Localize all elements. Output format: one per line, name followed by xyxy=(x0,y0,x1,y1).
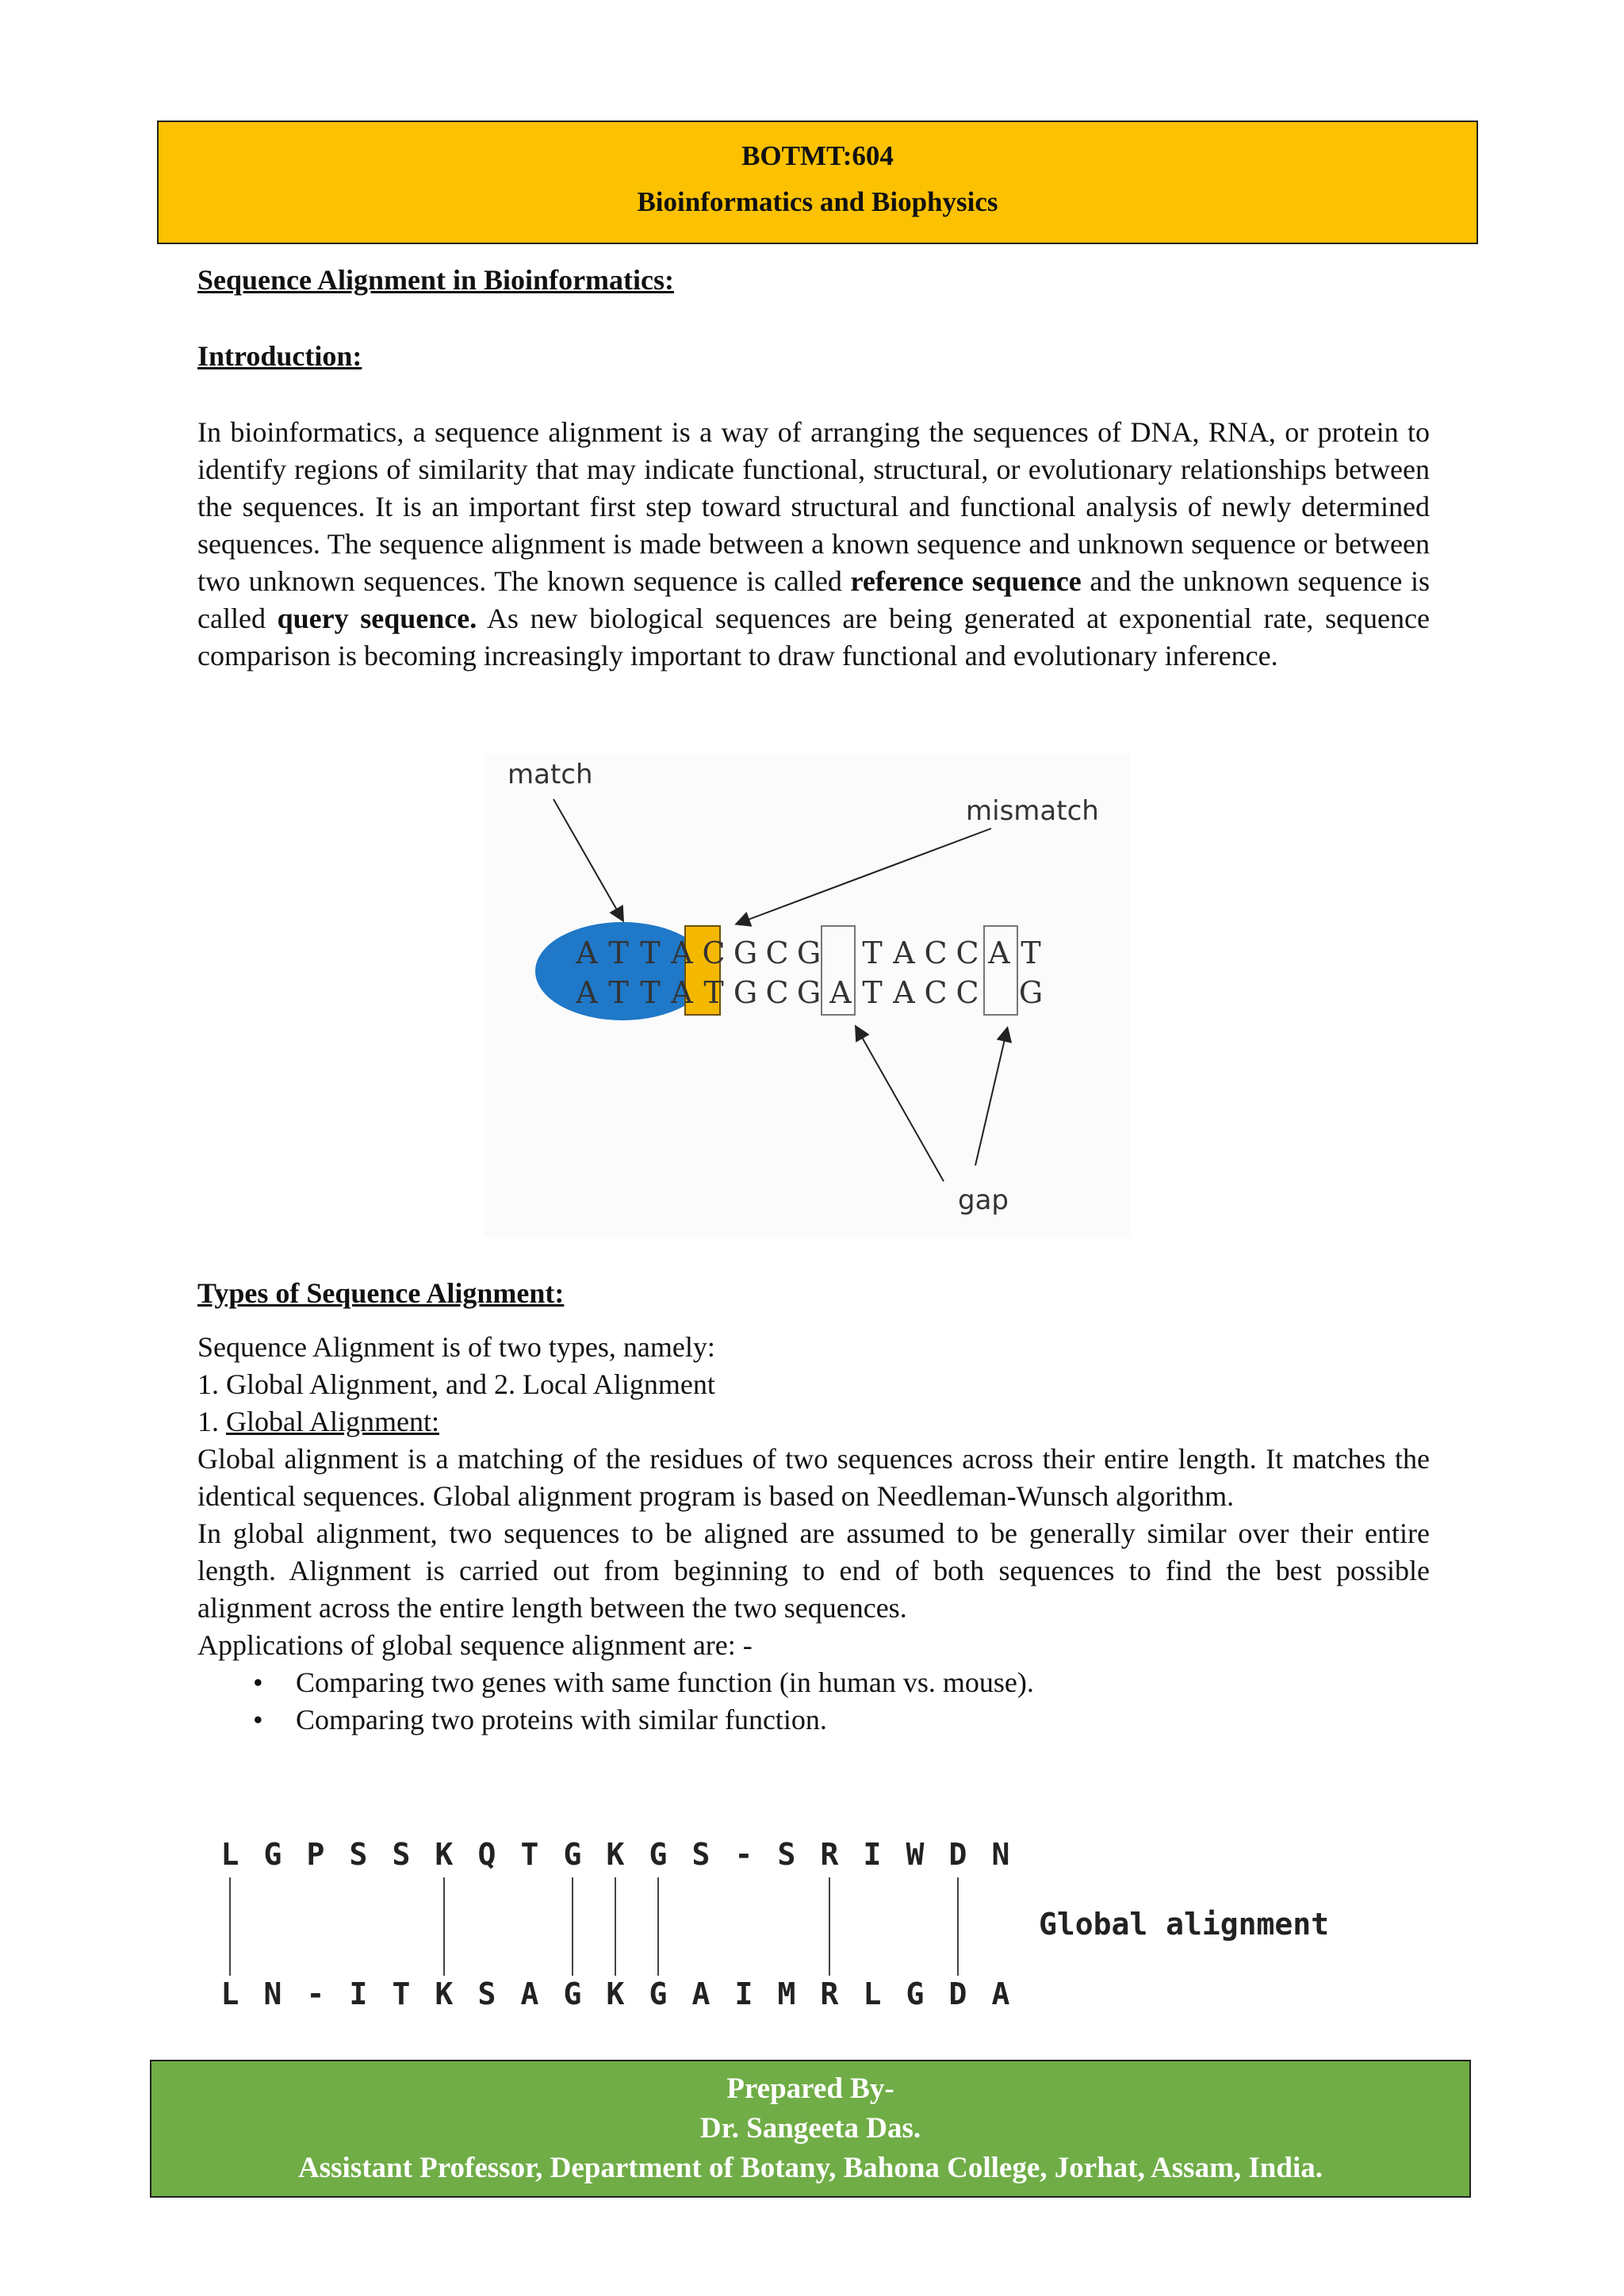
global-alignment-svg xyxy=(214,1831,1435,2030)
bottom-seq-residue: T xyxy=(608,975,629,1010)
list-item: • Comparing two proteins with similar function. xyxy=(245,1701,1430,1739)
bottom-seq-residue: G xyxy=(796,975,822,1010)
types-heading: Types of Sequence Alignment: xyxy=(197,1277,565,1309)
types-line-1: Sequence Alignment is of two types, namely: xyxy=(197,1331,715,1363)
top-sequence-row xyxy=(575,936,1040,970)
list-item: • Comparing two genes with same function (in human vs. mouse). xyxy=(245,1664,1430,1701)
bottom-seq-residue: A xyxy=(576,975,598,1010)
reference-sequence-term: reference sequence xyxy=(850,565,1082,597)
mismatch-arrow xyxy=(737,828,991,924)
top-seq-residue: T xyxy=(608,936,629,970)
top-seq-residue: C xyxy=(924,936,948,970)
fig2-top-residue: K xyxy=(606,1837,625,1872)
author-affiliation: Assistant Professor, Department of Botany, Bahona College, Jorhat, Assam, India. xyxy=(298,2152,1323,2184)
fig2-top-residue: W xyxy=(906,1837,925,1872)
global-paragraph-1: Global alignment is a matching of the residues of two sequences across their entire length. It matches the identical sequences. Global alignment program is based on Needleman-Wunsch algorithm. xyxy=(197,1443,1430,1512)
fig2-top-residue: I xyxy=(863,1837,882,1872)
fig2-top-residue: R xyxy=(820,1837,839,1872)
bottom-seq-residue: A xyxy=(671,975,693,1010)
bottom-seq-residue: T xyxy=(862,975,883,1010)
bottom-seq-residue: C xyxy=(765,975,789,1010)
fig2-bottom-residue: A xyxy=(991,1976,1010,2011)
fig2-bottom-residue: G xyxy=(563,1976,582,2011)
top-seq-residue: G xyxy=(796,936,822,970)
intro-text-1: In bioinformatics, a sequence alignment is a way of arranging the sequences of DNA, RNA, or protein to identify regions of similarity that may indicate functional, structural, or evolutionary relationships between the sequences. It is an important first step toward structural and functional analysis of newly determined sequences. The sequence alignment is made between a known sequence and unknown sequence or between two unknown sequences. The known sequence is called xyxy=(197,416,1430,597)
top-seq-residue: C xyxy=(956,936,979,970)
bottom-seq-residue: T xyxy=(703,975,724,1010)
global-prefix: 1. xyxy=(197,1406,226,1437)
top-seq-residue: C xyxy=(702,936,726,970)
match-arrow xyxy=(553,799,622,920)
query-sequence-term: query sequence. xyxy=(277,603,477,634)
fig2-bottom-residue: K xyxy=(606,1976,625,2011)
bottom-seq-residue: C xyxy=(924,975,948,1010)
applications-list xyxy=(197,1664,1430,1739)
fig2-bottom-residue: I xyxy=(349,1976,368,2011)
fig2-top-residue: Q xyxy=(477,1837,496,1872)
fig2-bottom-residue: D xyxy=(948,1976,967,2011)
fig2-bottom-residue: A xyxy=(520,1976,539,2011)
top-seq-residue: A xyxy=(988,936,1010,970)
fig2-bottom-residue: R xyxy=(820,1976,839,2011)
intro-heading: Introduction: xyxy=(197,340,362,372)
fig2-bottom-residue: L xyxy=(863,1976,882,2011)
fig2-bottom-residue: I xyxy=(734,1976,753,2011)
fig2-bottom-residue: - xyxy=(306,1976,325,2011)
fig2-top-residue: N xyxy=(991,1837,1010,1872)
fig2-top-residue: - xyxy=(734,1837,753,1872)
bottom-seq-residue: C xyxy=(956,975,979,1010)
course-code: BOTMT:604 xyxy=(741,140,894,171)
bottom-seq-residue: G xyxy=(1018,975,1044,1010)
global-alignment-label: Global alignment xyxy=(1039,1907,1330,1942)
fig2-bottom-residue: L xyxy=(220,1976,239,2011)
fig2-top-residue: S xyxy=(392,1837,411,1872)
fig2-top-residue: P xyxy=(306,1837,325,1872)
top-seq-residue: A xyxy=(893,936,915,970)
course-title: Bioinformatics and Biophysics xyxy=(637,186,998,217)
fig2-bottom-residue: K xyxy=(435,1976,454,2011)
author-name: Dr. Sangeeta Das. xyxy=(699,2112,921,2145)
fig2-top-residue: D xyxy=(948,1837,967,1872)
intro-text-3: As new biological sequences are being generated at exponential rate, sequence comparison is becoming increasingly important to draw functional and evolutionary inference. xyxy=(197,603,1430,672)
match-label: match xyxy=(508,759,593,790)
alignment-diagram-svg xyxy=(484,753,1130,1237)
types-section xyxy=(197,1329,1430,1739)
applications-intro: Applications of global sequence alignment are: - xyxy=(197,1629,753,1661)
fig2-top-residue: T xyxy=(520,1837,539,1872)
fig2-bottom-residue: T xyxy=(392,1976,411,2011)
gap-label: gap xyxy=(958,1184,1009,1216)
top-seq-residue: T xyxy=(1021,936,1041,970)
bottom-seq-residue: A xyxy=(829,975,852,1010)
fig2-top-sequence xyxy=(221,1837,1010,1872)
top-seq-residue: G xyxy=(733,936,758,970)
fig2-bottom-residue: G xyxy=(649,1976,668,2011)
global-label: Global Alignment: xyxy=(226,1406,439,1437)
bottom-seq-residue: T xyxy=(640,975,661,1010)
intro-text-2: and the unknown sequence is called xyxy=(197,565,1431,634)
fig2-top-residue: G xyxy=(649,1837,668,1872)
alignment-diagram xyxy=(484,753,1130,1237)
top-seq-residue: T xyxy=(640,936,661,970)
types-line-2: 1. Global Alignment, and 2. Local Alignment xyxy=(197,1368,715,1400)
author-footer xyxy=(150,2060,1471,2198)
fig2-top-residue: S xyxy=(691,1837,710,1872)
fig2-top-residue: S xyxy=(777,1837,796,1872)
fig2-bottom-residue: N xyxy=(263,1976,282,2011)
global-alignment-figure xyxy=(214,1831,1435,2030)
bottom-sequence-row xyxy=(575,975,1043,1010)
fig2-top-residue: G xyxy=(563,1837,582,1872)
section-title: Sequence Alignment in Bioinformatics: xyxy=(197,264,674,296)
fig2-bottom-residue: A xyxy=(691,1976,710,2011)
top-seq-residue: C xyxy=(765,936,789,970)
top-seq-residue: A xyxy=(671,936,693,970)
bottom-seq-residue: A xyxy=(893,975,915,1010)
gap-arrow-2 xyxy=(975,1029,1007,1165)
fig2-top-residue: L xyxy=(220,1837,239,1872)
mismatch-label: mismatch xyxy=(966,795,1099,827)
top-seq-residue: A xyxy=(576,936,598,970)
fig2-bottom-sequence xyxy=(221,1976,1010,2011)
bottom-seq-residue: G xyxy=(733,975,758,1010)
fig2-bottom-residue: S xyxy=(477,1976,496,2011)
top-seq-residue: T xyxy=(862,936,883,970)
fig2-top-residue: G xyxy=(263,1837,282,1872)
global-alignment-heading xyxy=(197,1403,1430,1441)
global-paragraph-2: In global alignment, two sequences to be aligned are assumed to be generally similar over their entire length. Alignment is carried out from beginning to end of both sequences to find the best possible alignment across the entire length between the two sequences. xyxy=(197,1517,1430,1624)
fig2-top-residue: K xyxy=(435,1837,454,1872)
prepared-by: Prepared By- xyxy=(726,2072,894,2105)
intro-paragraph xyxy=(197,414,1430,675)
gap-arrow-1 xyxy=(856,1027,944,1181)
fig2-bottom-residue: G xyxy=(906,1976,925,2011)
course-header xyxy=(157,121,1478,244)
fig2-top-residue: S xyxy=(349,1837,368,1872)
fig2-match-lines xyxy=(230,1877,958,1976)
fig2-bottom-residue: M xyxy=(777,1976,796,2011)
